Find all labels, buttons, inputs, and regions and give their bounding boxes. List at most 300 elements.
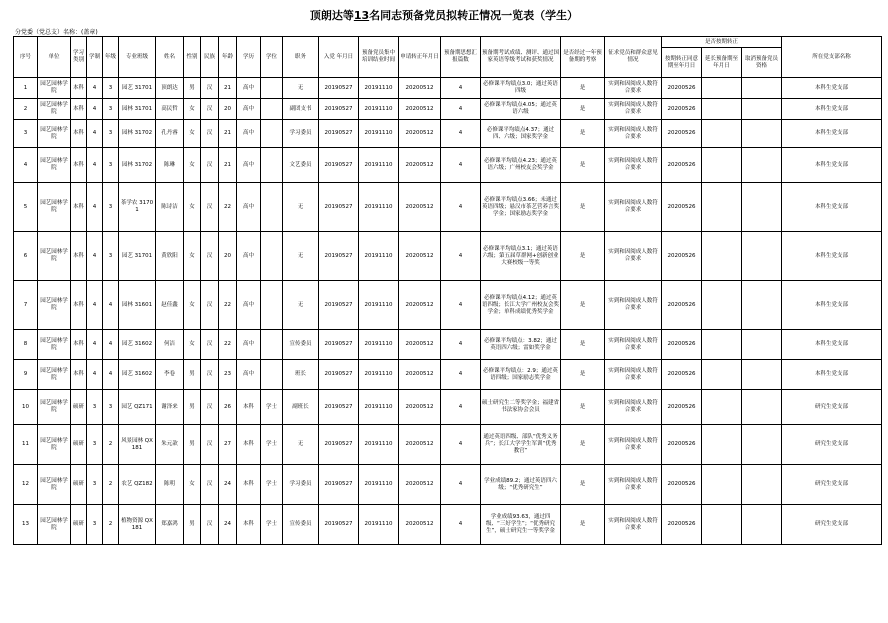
cell-performance: 学业成绩93.63，通过四级、“三好学生”；“优秀研究生”，硕士研究生一等奖学金 <box>481 505 561 545</box>
cell-gender: 男 <box>184 390 201 425</box>
cell-duration: 4 <box>87 330 103 360</box>
cell-class: 园林 31601 <box>119 281 156 330</box>
cell-grade: 3 <box>103 183 119 232</box>
cell-name: 陈诗洁 <box>156 183 184 232</box>
cell-position: 无 <box>283 232 319 281</box>
cell-seq: 13 <box>14 505 38 545</box>
header-gender: 性别 <box>184 37 201 78</box>
cell-apply-date: 20200512 <box>399 78 441 99</box>
header-seq: 序号 <box>14 37 38 78</box>
cell-join-date: 20190527 <box>319 360 359 390</box>
cell-category: 本科 <box>71 148 87 183</box>
cell-gender: 男 <box>184 425 201 465</box>
cell-cancel <box>742 232 782 281</box>
cell-training-date: 20191110 <box>359 390 399 425</box>
cell-opinion: 实到和因阅成人数符合要求 <box>605 425 662 465</box>
cell-age: 26 <box>219 390 237 425</box>
table-row <box>14 281 882 330</box>
cell-cancel <box>742 425 782 465</box>
cell-ethnicity: 汉 <box>201 425 219 465</box>
cell-on-time: 20200526 <box>662 505 702 545</box>
cell-apply-date: 20200512 <box>399 330 441 360</box>
cell-position: 宣传委员 <box>283 330 319 360</box>
cell-class: 植物资源 QX181 <box>119 505 156 545</box>
cell-join-date: 20190527 <box>319 465 359 505</box>
header-opinion: 征求党员和群众意见情况 <box>605 37 662 78</box>
cell-ethnicity: 汉 <box>201 465 219 505</box>
cell-cancel <box>742 183 782 232</box>
cell-ethnicity: 汉 <box>201 390 219 425</box>
cell-grade: 3 <box>103 120 119 148</box>
cell-opinion: 实到和因阅成人数符合要求 <box>605 232 662 281</box>
cell-gender: 女 <box>184 281 201 330</box>
cell-performance: 必修课平均绩点：3.82；通过英语四六级；雷如奖学金 <box>481 330 561 360</box>
cell-category: 本科 <box>71 99 87 120</box>
header-extend: 延长预备期至年月日 <box>702 48 742 78</box>
cell-duration: 3 <box>87 390 103 425</box>
cell-name: 高民哲 <box>156 99 184 120</box>
cell-training-date: 20191110 <box>359 232 399 281</box>
cell-seq: 9 <box>14 360 38 390</box>
cell-education: 高中 <box>237 120 261 148</box>
cell-join-date: 20190527 <box>319 281 359 330</box>
cell-grade: 3 <box>103 99 119 120</box>
cell-name: 朱元歆 <box>156 425 184 465</box>
cell-duration: 4 <box>87 120 103 148</box>
cell-seq: 3 <box>14 120 38 148</box>
cell-ethnicity: 汉 <box>201 232 219 281</box>
cell-performance: 必修课平均绩点4.37；通过四、六级；国家奖学金 <box>481 120 561 148</box>
cell-gender: 男 <box>184 78 201 99</box>
cell-branch: 本科生党支部 <box>782 99 882 120</box>
cell-branch: 研究生党支部 <box>782 465 882 505</box>
cell-degree: 学士 <box>261 465 283 505</box>
cell-grade: 3 <box>103 78 119 99</box>
cell-performance: 必修课平均绩点3.66；未通过英语四级；悬汉市茶艺营养言奖学金；国家励志奖学金 <box>481 183 561 232</box>
cell-unit: 园艺园林学院 <box>38 78 71 99</box>
cell-position: 班长 <box>283 360 319 390</box>
cell-seq: 10 <box>14 390 38 425</box>
cell-unit: 园艺园林学院 <box>38 120 71 148</box>
cell-opinion: 实到和因阅成人数符合要求 <box>605 465 662 505</box>
cell-performance: 必修课平均绩点3.1；通过英语六级；第五届草群网+创新创业大赛校级一等奖 <box>481 232 561 281</box>
cell-training-date: 20191110 <box>359 78 399 99</box>
cell-name: 陈明 <box>156 465 184 505</box>
header-grade: 年级 <box>103 37 119 78</box>
cell-position: 文艺委员 <box>283 148 319 183</box>
cell-branch: 研究生党支部 <box>782 425 882 465</box>
cell-performance: 学业成绩89.2；通过英语四六级；“优秀研究生” <box>481 465 561 505</box>
cell-class: 园林 31702 <box>119 148 156 183</box>
cell-unit: 园艺园林学院 <box>38 390 71 425</box>
cell-passed: 是 <box>561 390 605 425</box>
cell-branch: 本科生党支部 <box>782 330 882 360</box>
cell-extend <box>702 183 742 232</box>
cell-training-date: 20191110 <box>359 425 399 465</box>
cell-opinion: 实到和因阅成人数符合要求 <box>605 99 662 120</box>
cell-cancel <box>742 505 782 545</box>
cell-position: 学习委员 <box>283 465 319 505</box>
cell-unit: 园艺园林学院 <box>38 465 71 505</box>
header-branch: 所在党支部名称 <box>782 37 882 78</box>
cell-on-time: 20200526 <box>662 390 702 425</box>
cell-performance: 必修课平均绩点4.05；通过英语六级 <box>481 99 561 120</box>
cell-grade: 4 <box>103 330 119 360</box>
cell-unit: 园艺园林学院 <box>38 232 71 281</box>
cell-degree <box>261 99 283 120</box>
cell-apply-date: 20200512 <box>399 183 441 232</box>
cell-join-date: 20190527 <box>319 148 359 183</box>
cell-on-time: 20200526 <box>662 330 702 360</box>
cell-report-count: 4 <box>441 183 481 232</box>
cell-extend <box>702 330 742 360</box>
cell-category: 本科 <box>71 330 87 360</box>
cell-on-time: 20200526 <box>662 120 702 148</box>
table-body <box>14 78 882 545</box>
cell-opinion: 实到和因阅成人数符合要求 <box>605 360 662 390</box>
cell-name: 郑嘉鸿 <box>156 505 184 545</box>
cell-seq: 11 <box>14 425 38 465</box>
cell-apply-date: 20200512 <box>399 465 441 505</box>
cell-report-count: 4 <box>441 425 481 465</box>
cell-on-time: 20200526 <box>662 281 702 330</box>
cell-seq: 1 <box>14 78 38 99</box>
cell-branch: 本科生党支部 <box>782 78 882 99</box>
cell-class: 农艺 QZ182 <box>119 465 156 505</box>
cell-unit: 园艺园林学院 <box>38 330 71 360</box>
cell-class: 风景园林 QX181 <box>119 425 156 465</box>
header-degree: 学位 <box>261 37 283 78</box>
cell-duration: 3 <box>87 505 103 545</box>
cell-degree: 学士 <box>261 505 283 545</box>
cell-class: 园艺 QZ171 <box>119 390 156 425</box>
cell-gender: 女 <box>184 330 201 360</box>
cell-ethnicity: 汉 <box>201 183 219 232</box>
party-member-table <box>13 36 882 545</box>
cell-cancel <box>742 148 782 183</box>
cell-seq: 5 <box>14 183 38 232</box>
cell-join-date: 20190527 <box>319 120 359 148</box>
cell-extend <box>702 148 742 183</box>
cell-category: 本科 <box>71 120 87 148</box>
header-class: 专业班级 <box>119 37 156 78</box>
cell-position: 无 <box>283 183 319 232</box>
table-row <box>14 330 882 360</box>
table-row <box>14 390 882 425</box>
cell-join-date: 20190527 <box>319 330 359 360</box>
cell-join-date: 20190527 <box>319 78 359 99</box>
cell-on-time: 20200526 <box>662 183 702 232</box>
cell-duration: 4 <box>87 99 103 120</box>
cell-seq: 2 <box>14 99 38 120</box>
cell-category: 本科 <box>71 281 87 330</box>
cell-ethnicity: 汉 <box>201 505 219 545</box>
cell-name: 孔丹睿 <box>156 120 184 148</box>
header-group: 是否按期转正 <box>662 37 782 48</box>
cell-report-count: 4 <box>441 505 481 545</box>
cell-category: 本科 <box>71 78 87 99</box>
cell-report-count: 4 <box>441 281 481 330</box>
table-header <box>14 37 882 78</box>
cell-passed: 是 <box>561 78 605 99</box>
table-row <box>14 148 882 183</box>
cell-age: 20 <box>219 99 237 120</box>
cell-degree: 学士 <box>261 425 283 465</box>
cell-duration: 3 <box>87 425 103 465</box>
cell-passed: 是 <box>561 148 605 183</box>
cell-performance: 必修课平均绩点4.12；通过英语四级；长江大学广州校友会奖学金；单科成绩优秀奖学金 <box>481 281 561 330</box>
cell-education: 高中 <box>237 330 261 360</box>
cell-opinion: 实到和因阅成人数符合要求 <box>605 183 662 232</box>
cell-ethnicity: 汉 <box>201 360 219 390</box>
cell-gender: 女 <box>184 99 201 120</box>
cell-gender: 男 <box>184 505 201 545</box>
cell-education: 本科 <box>237 465 261 505</box>
cell-age: 21 <box>219 78 237 99</box>
cell-apply-date: 20200512 <box>399 148 441 183</box>
header-performance: 预备期考试成绩、测评、通过国家英语等级考试和获奖情况 <box>481 37 561 78</box>
cell-name: 黄欣阳 <box>156 232 184 281</box>
cell-opinion: 实到和因阅成人数符合要求 <box>605 505 662 545</box>
cell-performance: 通过英语四级、部队“优秀义务兵”；长江大学学生军训“优秀教官” <box>481 425 561 465</box>
header-on-time: 按期转正同意期至年月日 <box>662 48 702 78</box>
cell-name: 陈琳 <box>156 148 184 183</box>
cell-training-date: 20191110 <box>359 281 399 330</box>
header-join-date: 入党 年月日 <box>319 37 359 78</box>
cell-opinion: 实到和因阅成人数符合要求 <box>605 330 662 360</box>
cell-category: 硕研 <box>71 465 87 505</box>
cell-branch: 研究生党支部 <box>782 505 882 545</box>
cell-seq: 8 <box>14 330 38 360</box>
cell-cancel <box>742 360 782 390</box>
cell-education: 本科 <box>237 390 261 425</box>
cell-report-count: 4 <box>441 360 481 390</box>
cell-passed: 是 <box>561 232 605 281</box>
cell-education: 高中 <box>237 281 261 330</box>
cell-passed: 是 <box>561 99 605 120</box>
cell-unit: 园艺园林学院 <box>38 360 71 390</box>
header-education: 学历 <box>237 37 261 78</box>
header-passed: 是否经过一年预备期的考察 <box>561 37 605 78</box>
table-row <box>14 505 882 545</box>
cell-class: 园艺 31602 <box>119 330 156 360</box>
cell-position: 副团支书 <box>283 99 319 120</box>
cell-extend <box>702 99 742 120</box>
cell-extend <box>702 120 742 148</box>
cell-unit: 园艺园林学院 <box>38 148 71 183</box>
page-title: 顶朗达等13名同志预备党员拟转正情况一览表（学生） <box>309 9 579 22</box>
cell-training-date: 20191110 <box>359 120 399 148</box>
cell-extend <box>702 232 742 281</box>
cell-gender: 女 <box>184 148 201 183</box>
header-cancel: 取消预备党员资格 <box>742 48 782 78</box>
cell-category: 硕研 <box>71 390 87 425</box>
cell-category: 硕研 <box>71 425 87 465</box>
cell-apply-date: 20200512 <box>399 99 441 120</box>
cell-training-date: 20191110 <box>359 148 399 183</box>
cell-extend <box>702 465 742 505</box>
header-name: 姓名 <box>156 37 184 78</box>
cell-education: 高中 <box>237 148 261 183</box>
cell-education: 高中 <box>237 99 261 120</box>
cell-passed: 是 <box>561 183 605 232</box>
cell-report-count: 4 <box>441 99 481 120</box>
cell-name: 顶朗达 <box>156 78 184 99</box>
cell-performance: 必修课平均绩点4.23；通过英语六级；广州校友会奖学金 <box>481 148 561 183</box>
cell-category: 本科 <box>71 232 87 281</box>
cell-unit: 园艺园林学院 <box>38 281 71 330</box>
cell-degree <box>261 281 283 330</box>
header-apply-date: 申请转正年月日 <box>399 37 441 78</box>
cell-opinion: 实到和因阅成人数符合要求 <box>605 281 662 330</box>
cell-cancel <box>742 330 782 360</box>
cell-opinion: 实到和因阅成人数符合要求 <box>605 390 662 425</box>
cell-ethnicity: 汉 <box>201 99 219 120</box>
cell-ethnicity: 汉 <box>201 281 219 330</box>
cell-grade: 2 <box>103 465 119 505</box>
header-position: 职务 <box>283 37 319 78</box>
cell-grade: 3 <box>103 390 119 425</box>
header-age: 年龄 <box>219 37 237 78</box>
cell-age: 22 <box>219 330 237 360</box>
cell-education: 本科 <box>237 425 261 465</box>
cell-name: 谢泽来 <box>156 390 184 425</box>
table-row <box>14 99 882 120</box>
cell-branch: 本科生党支部 <box>782 120 882 148</box>
subheading: 分党委（党总支）名称：(盖章) <box>15 29 98 36</box>
cell-join-date: 20190527 <box>319 390 359 425</box>
cell-extend <box>702 505 742 545</box>
header-training-date: 预备党员集中培训结业时间 <box>359 37 399 78</box>
cell-ethnicity: 汉 <box>201 78 219 99</box>
cell-duration: 4 <box>87 281 103 330</box>
cell-join-date: 20190527 <box>319 99 359 120</box>
cell-position: 学习委员 <box>283 120 319 148</box>
cell-seq: 12 <box>14 465 38 505</box>
cell-cancel <box>742 99 782 120</box>
cell-class: 园艺 31602 <box>119 360 156 390</box>
cell-age: 21 <box>219 148 237 183</box>
cell-extend <box>702 390 742 425</box>
cell-age: 21 <box>219 120 237 148</box>
cell-cancel <box>742 78 782 99</box>
cell-on-time: 20200526 <box>662 360 702 390</box>
cell-gender: 女 <box>184 232 201 281</box>
table-row <box>14 120 882 148</box>
cell-passed: 是 <box>561 120 605 148</box>
cell-class: 园艺 31701 <box>119 78 156 99</box>
cell-degree: 学士 <box>261 390 283 425</box>
cell-training-date: 20191110 <box>359 360 399 390</box>
cell-age: 20 <box>219 232 237 281</box>
cell-passed: 是 <box>561 505 605 545</box>
cell-cancel <box>742 281 782 330</box>
cell-cancel <box>742 120 782 148</box>
cell-name: 赵佳鑫 <box>156 281 184 330</box>
cell-degree <box>261 232 283 281</box>
cell-cancel <box>742 390 782 425</box>
cell-duration: 4 <box>87 360 103 390</box>
cell-apply-date: 20200512 <box>399 360 441 390</box>
cell-age: 23 <box>219 360 237 390</box>
cell-gender: 男 <box>184 360 201 390</box>
cell-on-time: 20200526 <box>662 78 702 99</box>
cell-name: 李卷 <box>156 360 184 390</box>
cell-seq: 7 <box>14 281 38 330</box>
cell-ethnicity: 汉 <box>201 330 219 360</box>
cell-branch: 研究生党支部 <box>782 390 882 425</box>
cell-on-time: 20200526 <box>662 465 702 505</box>
cell-passed: 是 <box>561 425 605 465</box>
cell-age: 22 <box>219 281 237 330</box>
cell-age: 22 <box>219 183 237 232</box>
cell-grade: 3 <box>103 148 119 183</box>
cell-report-count: 4 <box>441 390 481 425</box>
cell-duration: 4 <box>87 183 103 232</box>
cell-age: 24 <box>219 465 237 505</box>
table-row <box>14 183 882 232</box>
cell-performance: 必修课平均绩点：2.9；通过英语四级；国家励志奖学金 <box>481 360 561 390</box>
cell-unit: 园艺园林学院 <box>38 425 71 465</box>
cell-unit: 园艺园林学院 <box>38 505 71 545</box>
cell-category: 硕研 <box>71 505 87 545</box>
cell-cancel <box>742 465 782 505</box>
cell-degree <box>261 330 283 360</box>
cell-unit: 园艺园林学院 <box>38 183 71 232</box>
cell-opinion: 实到和因阅成人数符合要求 <box>605 148 662 183</box>
cell-opinion: 实到和因阅成人数符合要求 <box>605 78 662 99</box>
cell-position: 宣传委员 <box>283 505 319 545</box>
cell-position: 无 <box>283 78 319 99</box>
cell-branch: 本科生党支部 <box>782 281 882 330</box>
cell-degree <box>261 183 283 232</box>
cell-extend <box>702 281 742 330</box>
cell-report-count: 4 <box>441 78 481 99</box>
cell-unit: 园艺园林学院 <box>38 99 71 120</box>
cell-grade: 3 <box>103 232 119 281</box>
cell-class: 园艺 31701 <box>119 232 156 281</box>
cell-training-date: 20191110 <box>359 465 399 505</box>
cell-performance: 必修课平均绩点3.0；通过英语四级 <box>481 78 561 99</box>
cell-age: 24 <box>219 505 237 545</box>
cell-duration: 3 <box>87 465 103 505</box>
cell-degree <box>261 78 283 99</box>
cell-apply-date: 20200512 <box>399 120 441 148</box>
table-row <box>14 465 882 505</box>
cell-apply-date: 20200512 <box>399 505 441 545</box>
cell-passed: 是 <box>561 281 605 330</box>
cell-on-time: 20200526 <box>662 232 702 281</box>
cell-education: 高中 <box>237 232 261 281</box>
cell-report-count: 4 <box>441 148 481 183</box>
cell-extend <box>702 78 742 99</box>
cell-education: 高中 <box>237 360 261 390</box>
cell-degree <box>261 120 283 148</box>
cell-training-date: 20191110 <box>359 183 399 232</box>
cell-name: 何洁 <box>156 330 184 360</box>
cell-training-date: 20191110 <box>359 505 399 545</box>
cell-join-date: 20190527 <box>319 425 359 465</box>
cell-join-date: 20190527 <box>319 505 359 545</box>
cell-opinion: 实到和因阅成人数符合要求 <box>605 120 662 148</box>
cell-branch: 本科生党支部 <box>782 360 882 390</box>
cell-training-date: 20191110 <box>359 330 399 360</box>
cell-on-time: 20200526 <box>662 99 702 120</box>
cell-join-date: 20190527 <box>319 183 359 232</box>
cell-grade: 4 <box>103 360 119 390</box>
header-duration: 学制 <box>87 37 103 78</box>
cell-seq: 6 <box>14 232 38 281</box>
